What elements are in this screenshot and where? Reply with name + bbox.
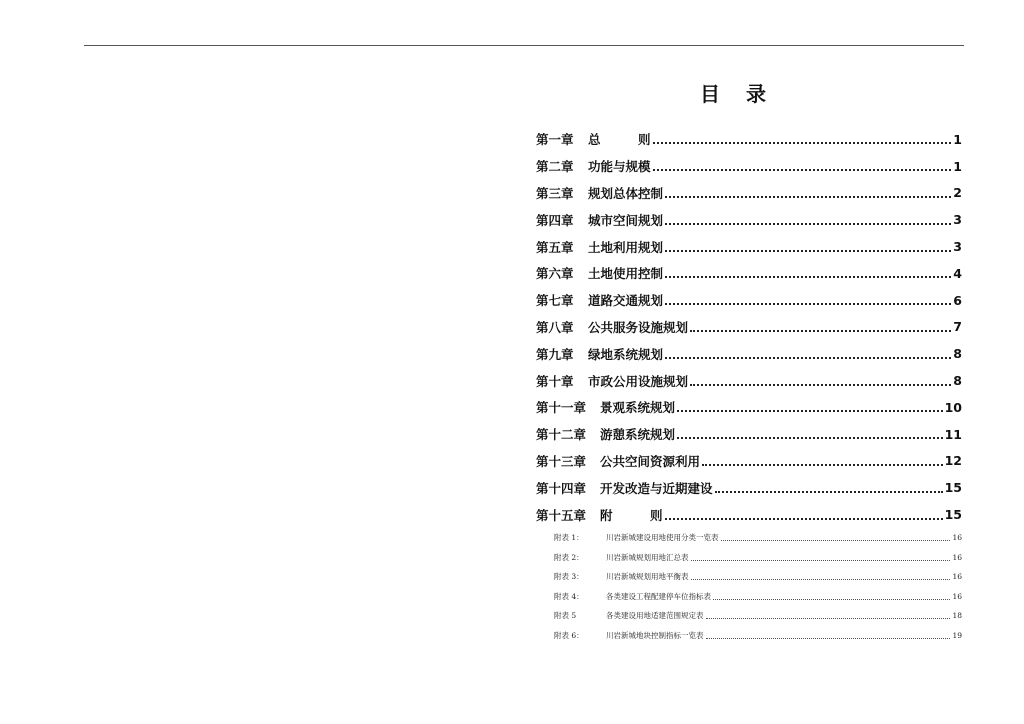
- dot-leader: [665, 303, 951, 305]
- page-number: 16: [952, 552, 962, 562]
- dot-leader: [706, 638, 951, 639]
- chapter-number: 第一章: [536, 132, 574, 148]
- dot-leader: [665, 357, 951, 359]
- dot-leader: [665, 223, 951, 225]
- page-number: 7: [953, 319, 962, 335]
- page-number: 8: [953, 346, 962, 362]
- chapter-number: 第七章: [536, 293, 574, 309]
- toc-entry[interactable]: [536, 314, 962, 341]
- dot-leader: [706, 618, 951, 619]
- chapter-number: 第八章: [536, 319, 574, 335]
- page-number: 11: [944, 426, 962, 442]
- appendix-entry[interactable]: [554, 626, 962, 646]
- appendix-label: 附表 1：: [554, 533, 584, 543]
- toc-entry[interactable]: [536, 394, 962, 421]
- dot-leader: [691, 560, 951, 561]
- dot-leader: [665, 276, 951, 278]
- dot-leader: [721, 540, 951, 541]
- chapter-title: 附 则: [600, 507, 663, 523]
- appendix-title: 川岩新城建设用地使用分类一览表: [606, 533, 719, 543]
- toc-entry[interactable]: [536, 448, 962, 475]
- toc-entry[interactable]: [536, 367, 962, 394]
- chapter-number: 第六章: [536, 266, 574, 282]
- dot-leader: [653, 169, 952, 171]
- chapter-title: 总 则: [588, 132, 651, 148]
- toc-entry[interactable]: [536, 340, 962, 367]
- dot-leader: [677, 410, 943, 412]
- dot-leader: [713, 599, 950, 600]
- toc-entry[interactable]: [536, 260, 962, 287]
- page-number: 3: [953, 239, 962, 255]
- chapter-title: 土地利用规划: [588, 239, 664, 255]
- appendix-label: 附表 3：: [554, 572, 584, 582]
- chapter-number: 第四章: [536, 212, 574, 228]
- appendix-entry[interactable]: [554, 548, 962, 568]
- appendix-label: 附表 4：: [554, 591, 584, 601]
- chapter-number: 第十一章: [536, 400, 587, 416]
- chapter-title: 景观系统规划: [600, 400, 676, 416]
- page-number: 2: [953, 185, 962, 201]
- page-title: 目录: [700, 82, 792, 106]
- toc-entry[interactable]: [536, 126, 962, 153]
- toc-entry[interactable]: [536, 153, 962, 180]
- toc-entry[interactable]: [536, 421, 962, 448]
- chapter-title: 功能与规模: [588, 159, 651, 175]
- appendix-entry[interactable]: [554, 567, 962, 587]
- page-number: 1: [953, 131, 962, 147]
- appendix-label: 附表 6：: [554, 630, 584, 640]
- chapter-title: 公共服务设施规划: [588, 319, 689, 335]
- chapter-number: 第二章: [536, 159, 574, 175]
- toc-entry[interactable]: [536, 287, 962, 314]
- page-number: 16: [952, 572, 962, 582]
- page-number: 10: [944, 399, 962, 415]
- dot-leader: [665, 250, 951, 252]
- appendix-entry[interactable]: [554, 606, 962, 626]
- chapter-title: 道路交通规划: [588, 293, 664, 309]
- dot-leader: [690, 384, 951, 386]
- toc-entry[interactable]: [536, 501, 962, 528]
- page-number: 19: [952, 630, 962, 640]
- chapter-title: 绿地系统规划: [588, 346, 664, 362]
- chapter-title: 规划总体控制: [588, 185, 664, 201]
- chapter-title: 游憩系统规划: [600, 427, 676, 443]
- appendix-entry[interactable]: [554, 528, 962, 548]
- dot-leader: [690, 330, 951, 332]
- chapter-title: 开发改造与近期建设: [600, 480, 713, 496]
- header-rule: [84, 45, 964, 46]
- chapter-number: 第十三章: [536, 453, 587, 469]
- chapter-title: 城市空间规划: [588, 212, 664, 228]
- toc-entry[interactable]: [536, 233, 962, 260]
- chapter-title: 市政公用设施规划: [588, 373, 689, 389]
- chapter-number: 第九章: [536, 346, 574, 362]
- chapter-list: [536, 126, 962, 528]
- dot-leader: [665, 196, 951, 198]
- page-number: 15: [944, 507, 962, 523]
- appendix-entry[interactable]: [554, 587, 962, 607]
- appendix-label: 附表 2：: [554, 552, 584, 562]
- dot-leader: [653, 142, 952, 144]
- chapter-title: 公共空间资源利用: [600, 453, 701, 469]
- appendix-label: 附表 5: [554, 611, 577, 621]
- chapter-number: 第十四章: [536, 480, 587, 496]
- appendix-title: 各类建设工程配建停车位指标表: [606, 591, 711, 601]
- chapter-number: 第五章: [536, 239, 574, 255]
- toc-entry[interactable]: [536, 180, 962, 207]
- chapter-number: 第十章: [536, 373, 574, 389]
- page-number: 18: [952, 611, 962, 621]
- page-number: 4: [953, 265, 962, 281]
- page-number: 1: [953, 158, 962, 174]
- chapter-number: 第十二章: [536, 427, 587, 443]
- page-number: 16: [952, 533, 962, 543]
- page-number: 6: [953, 292, 962, 308]
- page-number: 12: [944, 453, 962, 469]
- chapter-title: 土地使用控制: [588, 266, 664, 282]
- toc-entry[interactable]: [536, 474, 962, 501]
- dot-leader: [715, 491, 943, 493]
- appendix-title: 川岩新城规划用地汇总表: [606, 552, 689, 562]
- dot-leader: [702, 464, 943, 466]
- chapter-number: 第三章: [536, 185, 574, 201]
- toc-entry[interactable]: [536, 206, 962, 233]
- dot-leader: [691, 579, 951, 580]
- chapter-number: 第十五章: [536, 507, 587, 523]
- appendix-title: 川岩新城规划用地平衡表: [606, 572, 689, 582]
- page-number: 15: [944, 480, 962, 496]
- page-number: 16: [952, 591, 962, 601]
- dot-leader: [677, 437, 943, 439]
- appendix-title: 川岩新城地块控制指标一览表: [606, 630, 704, 640]
- appendix-list: [554, 528, 962, 645]
- page-number: 3: [953, 212, 962, 228]
- page-number: 8: [953, 373, 962, 389]
- dot-leader: [665, 518, 943, 520]
- appendix-title: 各类建设用地适建范围规定表: [606, 611, 704, 621]
